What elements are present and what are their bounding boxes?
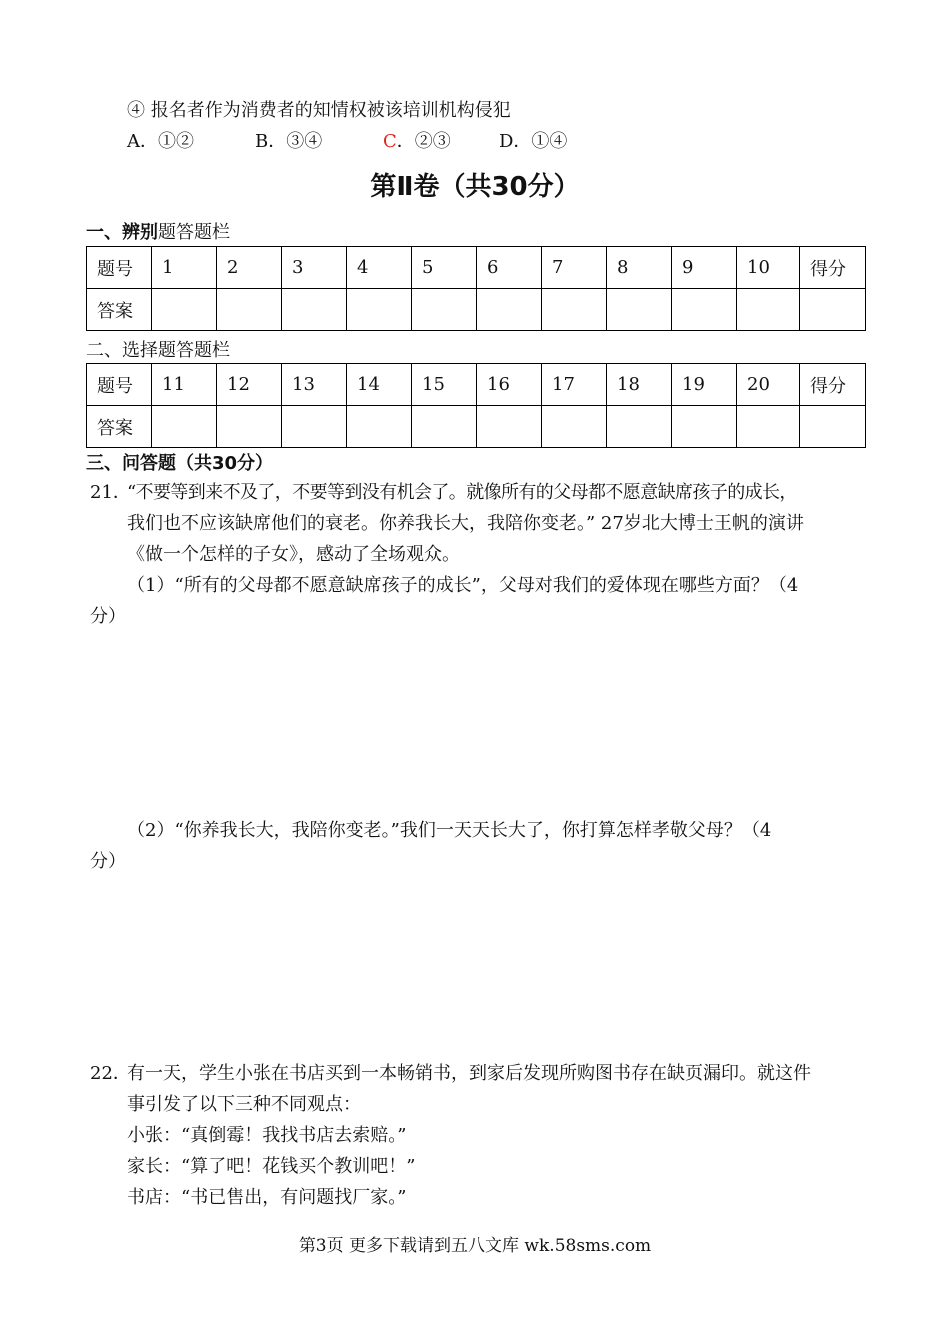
q21-stem [127,477,867,570]
answer-cell[interactable] [217,406,282,448]
header-cell: 2 [217,247,282,289]
table-row [87,289,866,331]
header-cell: 1 [152,247,217,289]
table-row [87,364,866,406]
answer-cell[interactable] [217,289,282,331]
header-cell: 15 [412,364,477,406]
q21-sub1-line-1: （1）“所有的父母都不愿意缺席孩子的成长”，父母对我们的爱体现在哪些方面？（4 [127,575,799,596]
answer-cell[interactable] [412,406,477,448]
table-row [87,247,866,289]
answer-cell[interactable] [477,406,542,448]
header-cell: 18 [607,364,672,406]
answer-cell[interactable] [282,406,347,448]
section1-title-bold: 一、辨别 [86,222,158,243]
header-cell: 题号 [87,364,152,406]
section3-title: 三、问答题（共30分） [86,453,274,474]
option-a: A．①② [127,131,194,152]
option-item-4: ④ 报名者作为消费者的知情权被该培训机构侵犯 [127,100,511,121]
header-cell: 14 [347,364,412,406]
q21-line-2: 我们也不应该缺席他们的衰老。你养我长大，我陪你变老。” 27岁北大博士王帆的演讲 [127,513,804,534]
answer-options [127,127,567,153]
table-row [87,406,866,448]
header-cell: 16 [477,364,542,406]
volume-title: 第Ⅱ卷（共30分） [370,172,580,202]
score-cell[interactable] [800,406,866,448]
q22-number: 22． [90,1063,131,1084]
answer-cell[interactable] [477,289,542,331]
answer-label: 答案 [87,289,152,331]
header-cell: 13 [282,364,347,406]
page-footer: 第3页 更多下载请到五八文库 wk.58sms.com [298,1236,652,1256]
option-d: D．①④ [499,131,568,152]
answer-cell[interactable] [412,289,477,331]
option-c-text: ．②③ [396,131,451,152]
answer-cell[interactable] [542,406,607,448]
header-cell: 8 [607,247,672,289]
q21-number: 21． [90,482,131,503]
section2-title: 二、选择题答题栏 [86,340,230,361]
header-cell: 3 [282,247,347,289]
q21-sub1-line-2: 分） [90,606,126,627]
answer-cell[interactable] [607,289,672,331]
header-cell: 4 [347,247,412,289]
q21-line-3: 《做一个怎样的子女》，感动了全场观众。 [127,544,460,565]
q22-line-2: 事引发了以下三种不同观点： [127,1094,361,1115]
section1-answer-table [86,246,866,331]
answer-cell[interactable] [347,289,412,331]
header-cell: 题号 [87,247,152,289]
header-cell: 得分 [800,247,866,289]
header-cell: 5 [412,247,477,289]
answer-cell[interactable] [542,289,607,331]
speaker-quote: “书已售出，有问题找厂家。” [181,1187,407,1208]
header-cell: 17 [542,364,607,406]
q21-sub2-line-2: 分） [90,851,126,872]
q22-view-xiaozhang [127,1120,867,1151]
q21-line-1: “不要等到来不及了，不要等到没有机会了。就像所有的父母都不愿意缺席孩子的成长， [127,482,797,503]
answer-cell[interactable] [737,289,800,331]
header-cell: 6 [477,247,542,289]
speaker-quote: “算了吧！花钱买个教训吧！” [181,1156,416,1177]
answer-cell[interactable] [672,289,737,331]
option-b: B．③④ [255,131,323,152]
section1-title [86,218,230,244]
q21-sub2-line-1: （2）“你养我长大，我陪你变老。”我们一天天长大了，你打算怎样孝敬父母？（4 [127,820,772,841]
answer-cell[interactable] [152,289,217,331]
header-cell: 11 [152,364,217,406]
section2-answer-table [86,363,866,448]
answer-cell[interactable] [672,406,737,448]
q22-view-bookstore [127,1182,867,1213]
section1-title-rest: 题答题栏 [158,222,230,243]
header-cell: 得分 [800,364,866,406]
answer-cell[interactable] [152,406,217,448]
speaker-label: 家长： [127,1156,181,1177]
answer-cell[interactable] [737,406,800,448]
speaker-label: 小张： [127,1125,181,1146]
score-cell[interactable] [800,289,866,331]
speaker-quote: “真倒霉！我找书店去索赔。” [181,1125,407,1146]
header-cell: 10 [737,247,800,289]
answer-cell[interactable] [347,406,412,448]
option-c [383,127,499,153]
option-c-letter: C [383,131,397,152]
q22-view-parent [127,1151,867,1182]
answer-cell[interactable] [607,406,672,448]
speaker-label: 书店： [127,1187,181,1208]
q22-line-1: 有一天，学生小张在书店买到一本畅销书，到家后发现所购图书存在缺页漏印。就这件 [127,1063,811,1084]
answer-cell[interactable] [282,289,347,331]
header-cell: 12 [217,364,282,406]
header-cell: 9 [672,247,737,289]
header-cell: 19 [672,364,737,406]
header-cell: 20 [737,364,800,406]
answer-label: 答案 [87,406,152,448]
q22-stem [127,1058,867,1213]
header-cell: 7 [542,247,607,289]
